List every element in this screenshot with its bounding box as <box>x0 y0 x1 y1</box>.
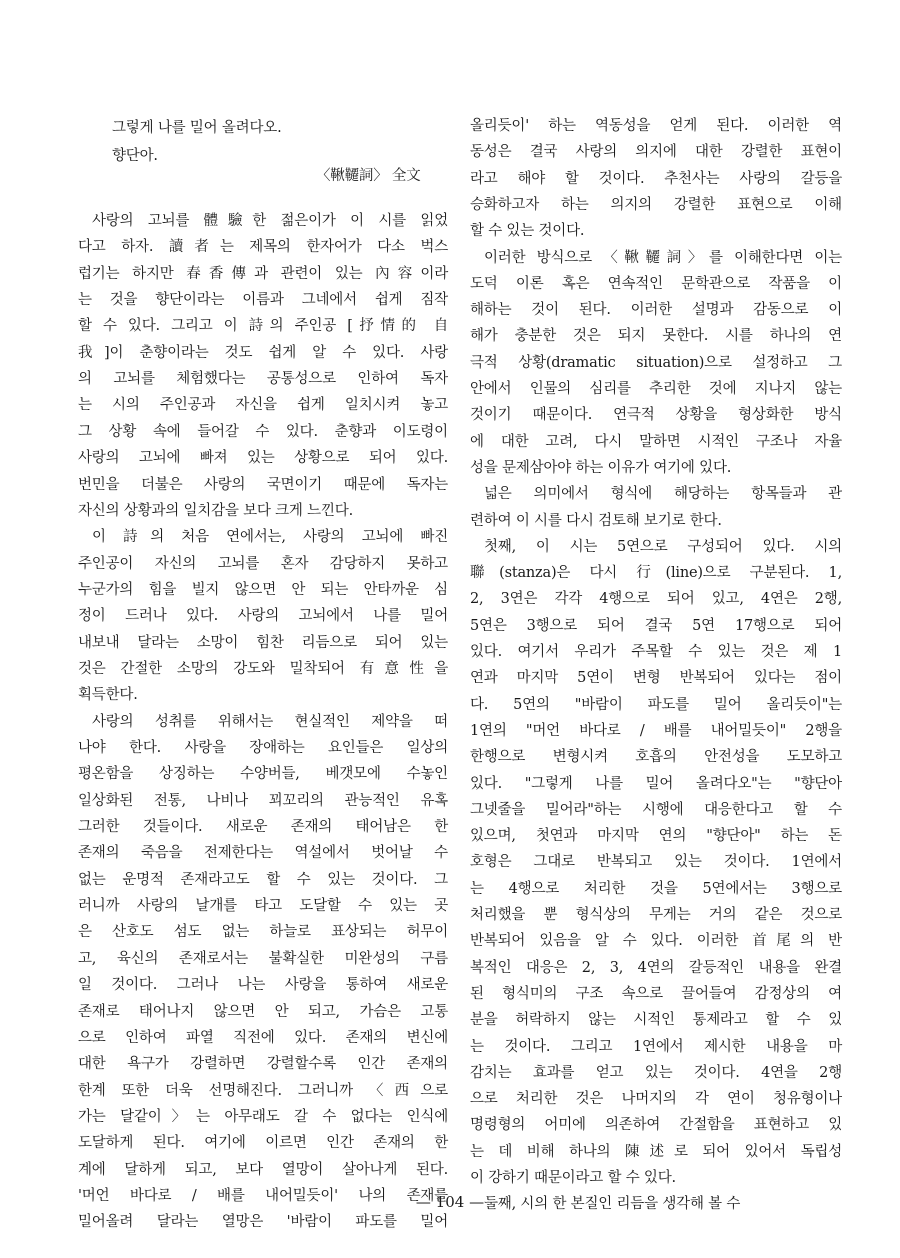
text-line: 있다. 여기서 우리가 주목할 수 있는 것은 제 1 <box>470 644 842 660</box>
text-line: 은 산호도 섬도 없는 하늘로 표상되는 허무이 <box>78 924 448 941</box>
text-line: 라고 해야 할 것이다. 추천사는 사랑의 갈등을 <box>470 170 842 187</box>
poem-attribution: 〈鞦韆詞〉 全文 <box>316 168 421 184</box>
text-line: 한행으로 변형시켜 호흡의 안전성을 도모하고 <box>470 749 842 766</box>
text-line: 대한 욕구가 강렬하면 강렬할수록 인간 존재의 <box>78 1056 448 1073</box>
text-line: 의 고뇌를 체험했다는 공통성으로 인하여 독자 <box>78 371 448 388</box>
text-line: 해하는 것이 된다. 이러한 설명과 감동으로 이 <box>470 302 842 319</box>
text-line: 러니까 사랑의 날개를 타고 도달할 수 있는 곳 <box>78 898 448 915</box>
text-line: 일 것이다. 그러나 나는 사랑을 통하여 새로운 <box>78 977 448 994</box>
text-line: 된 형식미의 구조 속으로 끌어들여 감정상의 여 <box>470 985 842 1002</box>
text-line: 내보내 달라는 소망이 힘찬 리듬으로 되어 있는 <box>78 634 448 651</box>
text-line: 명령형의 어미에 의존하여 간절함을 표현하고 있 <box>470 1117 842 1134</box>
text-line: 도달하게 된다. 여기에 이르면 인간 존재의 한 <box>78 1135 448 1152</box>
text-line: 나야 한다. 사랑을 장애하는 요인들은 일상의 <box>78 740 448 756</box>
text-line: 첫째, 이 시는 5연으로 구성되어 있다. 시의 <box>484 538 842 555</box>
text-line: 는 시의 주인공과 자신을 쉽게 일치시켜 놓고 <box>78 397 448 414</box>
poem-line: 향단아. <box>112 148 158 164</box>
text-line: 에 대한 고려, 다시 말하면 시적인 구조나 자율 <box>470 433 842 450</box>
text-line: 할 수 있는 것이다. <box>470 223 585 240</box>
text-line: 존재의 죽음을 전제한다는 역설에서 벗어날 수 <box>78 845 448 862</box>
text-line: 것이기 때문이다. 연극적 상황을 형상화한 방식 <box>470 407 842 424</box>
text-line: 승화하고자 하는 의지의 강렬한 표현으로 이해 <box>470 196 842 213</box>
text-line: 감치는 효과를 얻고 있는 것이다. 4연을 2행 <box>470 1064 842 1081</box>
page-number: — 104 — <box>415 1193 485 1211</box>
text-line: 이 강하기 때문이라고 할 수 있다. <box>470 1170 676 1186</box>
text-line: 계에 달하게 되고, 보다 열망이 살아나게 된다. <box>78 1161 448 1178</box>
text-line: 사랑의 성취를 위해서는 현실적인 제약을 떠 <box>92 713 448 730</box>
text-line: 것은 간절한 소망의 강도와 밀착되어 有意性을 <box>78 660 448 677</box>
text-line: 할 수 있다. 그리고 이 詩의 주인공 [抒情的 自 <box>78 318 448 335</box>
text-line: 는 4행으로 처리한 것을 5연에서는 3행으로 <box>470 880 842 897</box>
text-line: 으로 인하여 파열 직전에 있다. 존재의 변신에 <box>78 1029 448 1046</box>
text-line: 둘째, 시의 한 본질인 리듬을 생각해 볼 수 <box>484 1196 741 1213</box>
text-line: 연과 마지막 5연이 변형 반복되어 있다는 점이 <box>470 670 842 687</box>
text-line: 올리듯이' 하는 역동성을 얻게 된다. 이러한 역 <box>470 118 842 134</box>
text-line: 동성은 결국 사랑의 의지에 대한 강렬한 표현이 <box>470 144 842 161</box>
text-line: 도덕 이론 혹은 연속적인 문학관으로 작품을 이 <box>470 275 842 292</box>
text-line: 사랑의 고뇌에 빠져 있는 상황으로 되어 있다. <box>78 450 448 467</box>
text-line: 5연은 3행으로 되어 결국 5연 17행으로 되어 <box>470 617 842 634</box>
text-line: 안에서 인물의 심리를 추리한 것에 지나지 않는 <box>470 381 842 397</box>
text-line: 가는 달같이〉는 아무래도 갈 수 없다는 인식에 <box>78 1108 448 1125</box>
text-line: 그넷줄을 밀어라"하는 시행에 대응한다고 할 수 <box>470 801 842 818</box>
text-line: 그러한 것들이다. 새로운 존재의 태어남은 한 <box>78 819 448 836</box>
text-line: 한계 또한 더욱 선명해진다. 그러니까 〈西으로 <box>78 1082 448 1099</box>
text-line: 我]이 춘향이라는 것도 쉽게 알 수 있다. 사랑 <box>78 344 448 361</box>
text-line: 반복되어 있음을 알 수 있다. 이러한 首尾의 반 <box>470 933 842 950</box>
text-line: 이러한 방식으로 〈鞦韆詞〉를 이해한다면 이는 <box>484 249 842 266</box>
text-line: 복적인 대응은 2, 3, 4연의 갈등적인 내용을 완결 <box>470 959 842 976</box>
text-line: 련하여 이 시를 다시 검토해 보기로 한다. <box>470 512 722 529</box>
text-line: 럽기는 하지만 春香傳과 관련이 있는 內容이라 <box>78 265 448 282</box>
text-line: 누군가의 힘을 빌지 않으면 안 되는 안타까운 심 <box>78 581 448 598</box>
text-line: 2, 3연은 각각 4행으로 되어 있고, 4연은 2행, <box>470 591 842 608</box>
text-line: 으로 처리한 것은 나머지의 각 연이 청유형이나 <box>470 1091 842 1108</box>
text-line: 는 데 비해 하나의 陳述로 되어 있어서 독립성 <box>470 1143 842 1160</box>
text-line: 는 것을 향단이라는 이름과 그네에서 쉽게 짐작 <box>78 292 448 309</box>
text-line: 일상화된 전통, 나비나 꾀꼬리의 관능적인 유혹 <box>78 792 448 809</box>
text-line: 聯(stanza)은 다시 行(line)으로 구분된다. 1, <box>470 565 842 582</box>
text-line: 다고 하자. 讀者는 제목의 한자어가 다소 벅스 <box>78 239 448 256</box>
text-line: 처리했을 뿐 형식상의 무게는 거의 같은 것으로 <box>470 907 842 923</box>
text-line: 성을 문제삼아야 하는 이유가 여기에 있다. <box>470 459 732 476</box>
text-line: '머언 바다로 / 배를 내어밀듯이' 나의 존재를 <box>78 1187 448 1204</box>
text-line: 그 상황 속에 들어갈 수 있다. 춘향과 이도령이 <box>78 423 448 440</box>
text-line: 넓은 의미에서 형식에 해당하는 항목들과 관 <box>484 486 842 503</box>
text-line: 사랑의 고뇌를 體驗한 젊은이가 이 시를 읽었 <box>92 213 448 229</box>
text-line: 자신의 상황과의 일치감을 보다 크게 느낀다. <box>78 502 353 519</box>
text-line: 고, 육신의 존재로서는 불확실한 미완성의 구름 <box>78 950 448 967</box>
text-line: 없는 운명적 존재라고도 할 수 있는 것이다. 그 <box>78 871 448 888</box>
text-line: 는 것이다. 그리고 1연에서 제시한 내용을 마 <box>470 1038 842 1055</box>
text-line: 밀어올려 달라는 열망은 '바람이 파도를 밀어 <box>78 1214 448 1231</box>
text-line: 호형은 그대로 반복되고 있는 것이다. 1연에서 <box>470 854 842 871</box>
text-line: 정이 드러나 있다. 사랑의 고뇌에서 나를 밀어 <box>78 608 448 625</box>
text-line: 평온함을 상징하는 수양버들, 베갯모에 수놓인 <box>78 766 448 783</box>
text-line: 해가 충분한 것은 되지 못한다. 시를 하나의 연 <box>470 328 842 345</box>
text-line: 존재로 태어나지 않으면 안 되고, 가슴은 고통 <box>78 1003 448 1020</box>
text-line: 극적 상황(dramatic situation)으로 설정하고 그 <box>470 354 842 371</box>
text-line: 있다. "그렇게 나를 밀어 올려다오"는 "향단아 <box>470 775 842 792</box>
text-line: 주인공이 자신의 고뇌를 혼자 감당하지 못하고 <box>78 555 448 572</box>
text-line: 1연의 "머언 바다로 / 배를 내어밀듯이" 2행을 <box>470 722 842 739</box>
text-line: 있으며, 첫연과 마지막 연의 "향단아" 하는 돈 <box>470 828 842 845</box>
text-line: 분을 허락하지 않는 시적인 통제라고 할 수 있 <box>470 1012 842 1029</box>
text-line: 다. 5연의 "바람이 파도를 밀어 올리듯이"는 <box>470 696 842 713</box>
text-line: 번민을 더불은 사랑의 국면이기 때문에 독자는 <box>78 476 448 493</box>
poem-line: 그렇게 나를 밀어 올려다오. <box>112 120 282 136</box>
text-line: 획득한다. <box>78 687 138 704</box>
text-line: 이 詩의 처음 연에서는, 사랑의 고뇌에 빠진 <box>92 529 448 546</box>
